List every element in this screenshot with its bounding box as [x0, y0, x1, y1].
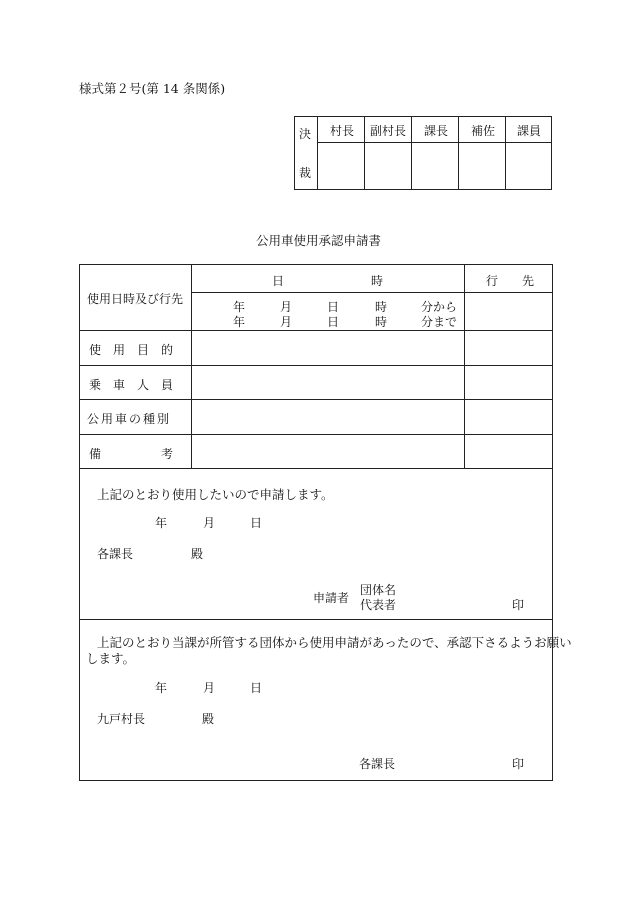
- approval-stamp-cell: [505, 142, 552, 190]
- s1-day: 日: [250, 516, 263, 530]
- role-assistant: 補佐: [471, 124, 496, 138]
- s2-month: 月: [203, 681, 216, 695]
- form-title: 公用車使用承認申請書: [256, 233, 382, 248]
- from-hour: 時: [375, 300, 388, 314]
- org-name-label: 団体名: [360, 583, 397, 597]
- approval-stamp-cell: [364, 142, 412, 190]
- table-divider: [464, 264, 465, 469]
- approval-stamp-cell: [458, 142, 506, 190]
- datetime-label: 使用日時及び行先: [87, 292, 184, 306]
- until-month: 月: [280, 315, 293, 329]
- until-suffix: 分まで: [421, 315, 458, 329]
- applicant-seal: 印: [512, 598, 525, 612]
- request-statement-line2: します。: [86, 651, 136, 666]
- from-month: 月: [280, 300, 293, 314]
- table-divider: [79, 619, 553, 620]
- signer-seal: 印: [512, 757, 525, 771]
- purpose-label: 使 用 目 的: [89, 343, 174, 357]
- header-destination: 行 先: [486, 274, 535, 288]
- representative-label: 代表者: [360, 598, 397, 612]
- table-divider: [79, 330, 553, 331]
- passengers-label: 乗 車 人 員: [89, 378, 174, 392]
- s1-year: 年: [155, 516, 168, 530]
- s1-addressee: 各課長: [97, 547, 134, 561]
- table-divider: [79, 399, 553, 400]
- application-statement: 上記のとおり使用したいので申請します。: [97, 487, 334, 502]
- s2-day: 日: [250, 681, 263, 695]
- remarks-label: 備 考: [89, 447, 174, 461]
- vehicle-type-label: 公用車の種別: [87, 412, 172, 426]
- role-deputy-mayor: 副村長: [370, 124, 407, 138]
- s1-month: 月: [203, 516, 216, 530]
- approval-label-top: 決: [299, 127, 312, 141]
- table-divider: [191, 264, 192, 469]
- header-day: 日: [272, 274, 285, 288]
- from-day: 日: [327, 300, 340, 314]
- approval-stamp-cell: [411, 142, 459, 190]
- until-year: 年: [233, 315, 246, 329]
- header-time: 時: [371, 274, 384, 288]
- form-number: 様式第２号(第 14 条関係): [79, 81, 226, 96]
- signer-label: 各課長: [359, 757, 396, 771]
- from-suffix: 分から: [421, 300, 458, 314]
- s2-honorific: 殿: [202, 712, 215, 726]
- from-year: 年: [233, 300, 246, 314]
- s2-addressee: 九戸村長: [97, 712, 146, 726]
- s1-honorific: 殿: [191, 547, 204, 561]
- until-day: 日: [327, 315, 340, 329]
- table-divider: [191, 292, 553, 293]
- until-hour: 時: [375, 315, 388, 329]
- role-section-chief: 課長: [424, 124, 449, 138]
- s2-year: 年: [155, 681, 168, 695]
- role-staff: 課員: [517, 124, 542, 138]
- approval-stamp-cell: [317, 142, 365, 190]
- table-divider: [79, 434, 553, 435]
- table-divider: [79, 468, 553, 469]
- table-divider: [79, 365, 553, 366]
- approval-label-bottom: 裁: [299, 166, 312, 180]
- role-mayor: 村長: [330, 124, 355, 138]
- request-statement-line1: 上記のとおり当課が所管する団体から使用申請があったので、承認下さるようお願い: [97, 635, 572, 650]
- applicant-label: 申請者: [313, 591, 350, 605]
